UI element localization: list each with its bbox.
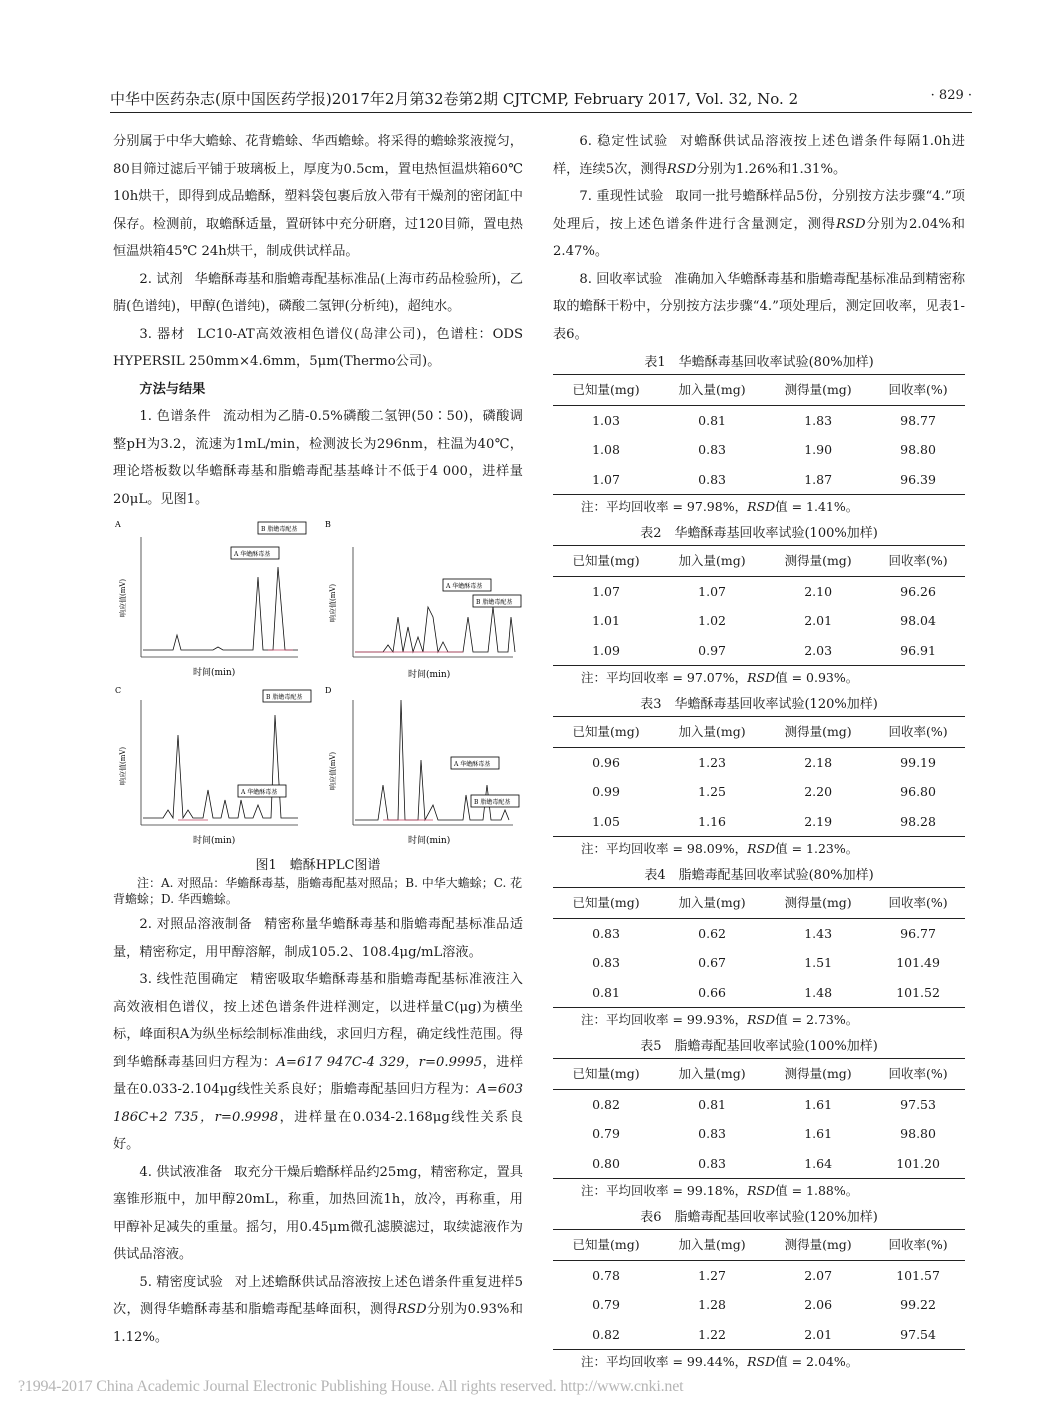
column-header: 已知量(mg) [553,546,659,577]
table-row [553,465,965,495]
table-cell: 1.09 [553,636,659,666]
paragraph-text: LC10-AT高效液相色谱仪(岛津公司)，色谱柱：ODS HYPERSIL 250mm×4.6mm，5μm(Thermo公司)。 [113,326,523,369]
column-header: 加入量(mg) [659,546,765,577]
rsd-label: RSD [747,1354,776,1369]
table-cell: 1.43 [804,925,833,941]
column-header: 回收率(%) [871,375,965,406]
regression-equation-2: A=603 186C+2 735，r=0.9998 [113,1082,523,1125]
table-row [553,576,965,606]
table-cell: 0.79 [592,1297,620,1312]
table-row [553,1260,965,1290]
note-text: 注：平均回收率 = 99.18%， [581,1183,748,1198]
table-cell: 0.81 [553,978,659,1008]
table-title: 表3 华蟾酥毒基回收率试验(120%加样) [640,697,878,712]
column-header: 已知量(mg) [553,717,659,748]
section-label: 2. 对照品溶液制备 [139,917,253,932]
column-header: 已知量(mg) [553,1230,659,1261]
table-note [553,666,965,690]
table-cell: 1.48 [765,978,871,1008]
section-label: 4. 供试液准备 [139,1164,223,1180]
recovery-table-5 [553,1036,965,1203]
note-text: 值 = 2.73%。 [775,1012,859,1027]
data-table [553,545,965,666]
section-label: 5. 精密度试验 [139,1274,223,1290]
paragraph-text: 取同一批号蟾酥样品5份，分别按方法步骤“4.”项处理后，按上述色谱条件进行含量测定，测得 [553,189,965,232]
table-cell: 1.28 [698,1297,726,1312]
table-cell: 101.57 [896,1267,940,1283]
table-cell: 0.83 [698,1126,726,1141]
table-cell: 1.08 [592,442,620,457]
column-header: 回收率(%) [871,546,965,577]
chromatogram-a-plot [113,517,313,682]
column-header: 测得量(mg) [765,717,871,748]
chromatogram-c-plot [113,685,313,850]
table-cell: 96.91 [871,636,965,666]
table-cell: 2.06 [804,1297,833,1312]
svg-text:B 脂蟾毒配基: B 脂蟾毒配基 [266,694,303,701]
table-cell: 1.61 [804,1126,833,1141]
table-cell: 0.83 [698,442,726,457]
data-table [553,1058,965,1179]
table-title: 表4 脂蟾毒配基回收率试验(80%加样) [644,868,874,883]
data-table [553,374,965,495]
table-title: 表6 脂蟾毒配基回收率试验(120%加样) [640,1210,878,1225]
note-text: 注：平均回收率 = 98.09%， [581,841,748,856]
table-row [553,1119,965,1149]
column-header: 加入量(mg) [659,717,765,748]
table-row [553,747,965,777]
page-number: · 829 · [930,88,972,103]
recovery-table-1 [553,352,965,519]
column-header: 测得量(mg) [765,1230,871,1261]
column-header: 测得量(mg) [765,1059,871,1090]
note-text: 值 = 0.93%。 [775,670,859,685]
table-cell: 99.19 [900,754,936,770]
section-label: 2. 试剂 [139,271,183,287]
table-cell: 2.07 [804,1267,833,1283]
figure-hplc [113,517,523,857]
table-cell: 2.20 [804,784,833,799]
column-header: 加入量(mg) [659,1059,765,1090]
table-cell: 96.80 [900,784,936,799]
paragraph-text: 分别为1.26%和1.31%。 [696,161,847,177]
table-row [553,1089,965,1119]
section-label: 6. 稳定性试验 [579,134,669,149]
paragraph-recovery [553,266,965,349]
table-row [553,435,965,465]
table-note [553,1350,965,1374]
table-row [553,636,965,666]
section-label: 8. 回收率试验 [579,271,663,287]
rsd-label: RSD [397,1302,427,1317]
table-cell: 1.51 [804,955,833,970]
table-note [553,837,965,861]
rsd-label: RSD [747,1183,776,1198]
table-cell: 0.96 [592,754,620,770]
table-cell: 97.53 [900,1096,936,1112]
table-cell: 0.97 [659,636,765,666]
table-row [553,1320,965,1350]
column-header: 回收率(%) [871,1230,965,1261]
table-cell: 2.19 [765,807,871,837]
paragraph-text: 分别为0.93%和1.12%。 [113,1302,523,1345]
note-text: 值 = 1.23%。 [775,841,859,856]
paragraph-text: 分别为2.04%和2.47%。 [553,216,965,259]
data-table [553,1229,965,1350]
paragraph-text: ，进样量在0.033-2.104μg线性关系良好；脂蟾毒配基回归方程为： [113,1054,524,1097]
table-cell: 1.64 [765,1149,871,1179]
svg-text:B 脂蟾毒配基: B 脂蟾毒配基 [474,799,511,806]
svg-text:响应值(mV): 响应值(mV) [329,583,337,622]
table-cell: 0.67 [698,955,726,970]
table-cell: 0.83 [659,1149,765,1179]
column-header: 已知量(mg) [553,888,659,919]
table-cell: 0.83 [592,955,620,970]
table-note [553,495,965,519]
table-cell: 0.78 [592,1267,620,1283]
table-cell: 0.80 [553,1149,659,1179]
table-cell: 2.01 [765,1320,871,1350]
table-title: 表5 脂蟾毒配基回收率试验(100%加样) [640,1039,878,1054]
chromatogram-panel-d [323,685,523,850]
note-text: 值 = 1.88%。 [775,1183,859,1198]
table-cell: 0.62 [698,925,726,941]
table-cell: 101.49 [896,955,940,970]
recovery-table-3 [553,694,965,861]
section-heading: 方法与结果 [139,381,206,397]
note-text: 注：平均回收率 = 97.98%， [581,499,748,514]
table-cell: 2.10 [804,583,833,599]
table-cell: 1.25 [698,784,726,799]
column-header: 已知量(mg) [553,1059,659,1090]
svg-text:A 华蟾酥毒基: A 华蟾酥毒基 [234,551,271,558]
note-text: 值 = 2.04%。 [775,1354,859,1369]
rsd-label: RSD [747,841,776,856]
table-cell: 0.82 [553,1320,659,1350]
table-cell: 1.05 [553,807,659,837]
table-row [553,1290,965,1320]
paragraph-text: 精密称量华蟾酥毒基和脂蟾毒配基标准品适量，精密称定，用甲醇溶解，制成105.2、108.4μg/mL溶液。 [113,917,524,960]
regression-equation-1: A=617 947C-4 329，r=0.9995 [276,1054,483,1070]
svg-text:B 脂蟾毒配基: B 脂蟾毒配基 [476,599,513,606]
paragraph-test-solution [113,1159,523,1269]
table-cell: 0.79 [592,1126,620,1141]
column-header: 回收率(%) [871,717,965,748]
table-row [553,807,965,837]
table-cell: 1.07 [592,583,620,599]
table-cell: 0.82 [592,1096,620,1112]
table-cell: 0.81 [698,1096,726,1112]
table-cell: 96.39 [871,465,965,495]
data-table [553,887,965,1008]
table-cell: 1.23 [698,754,726,770]
paragraph-equipment [113,321,523,376]
figure-caption: 图1 蟾酥HPLC图谱 [255,858,381,873]
paragraph-reagents [113,266,523,321]
rsd-label: RSD [747,1012,776,1027]
note-text: 注：平均回收率 = 99.93%， [581,1012,748,1027]
svg-text:响应值(mV): 响应值(mV) [329,751,337,790]
column-header: 已知量(mg) [553,375,659,406]
table-row [553,606,965,636]
table-cell: 1.83 [804,412,833,428]
rsd-label: RSD [747,670,776,685]
table-cell: 1.16 [659,807,765,837]
svg-text:B 脂蟾毒配基: B 脂蟾毒配基 [261,526,298,533]
column-header: 测得量(mg) [765,375,871,406]
table-cell: 1.90 [804,442,833,457]
table-row [553,1149,965,1179]
table-cell: 1.07 [698,583,726,599]
table-cell: 1.01 [592,613,620,628]
table-cell: 98.04 [900,613,936,628]
paragraph-stability [553,128,965,183]
table-cell: 96.26 [900,583,936,599]
recovery-table-6 [553,1207,965,1374]
svg-text:时间(min): 时间(min) [193,836,236,846]
column-header: 加入量(mg) [659,888,765,919]
table-row [553,948,965,978]
table-cell: 101.20 [871,1149,965,1179]
column-header: 加入量(mg) [659,375,765,406]
recovery-tables [553,352,965,1374]
paragraph-chromatography [113,403,523,513]
table-cell: 98.80 [900,1126,936,1141]
table-title: 表2 华蟾酥毒基回收率试验(100%加样) [640,526,878,541]
table-row [553,978,965,1008]
table-cell: 96.77 [900,925,936,941]
chromatogram-panel-b [323,517,523,682]
copyright-footer: ?1994-2017 China Academic Journal Electronic Publishing House. All rights reserved. http://www.cnki.net [18,1378,684,1395]
table-cell: 98.80 [900,442,936,457]
panel-letter: A [115,520,121,529]
paragraph-text: 流动相为乙腈-0.5%磷酸二氢钾(50∶50)，磷酸调整pH为3.2，流速为1mL/min，检测波长为296nm，柱温为40℃，理论塔板数以华蟾酥毒基和脂蟾毒配基基峰计不低于4 000，进样量20μL。见图1。 [113,409,523,507]
note-text: 值 = 1.41%。 [775,499,859,514]
table-cell: 1.27 [698,1267,726,1283]
svg-text:B: B [325,520,331,529]
svg-text:时间(min): 时间(min) [193,668,236,678]
chromatogram-d-plot [323,685,523,850]
rsd-label: RSD [836,216,866,232]
right-column [553,128,965,1374]
paragraph-text: 取充分干燥后蟾酥样品约25mg，精密称定，置具塞锥形瓶中，加甲醇20mL，称重，加热回流1h，放冷，再称重，用甲醇补足减失的重量。摇匀，用0.45μm微孔滤膜滤过，取续滤液作为供试品溶液。 [113,1164,523,1262]
svg-text:响应值(mV): 响应值(mV) [119,746,127,785]
svg-text:时间(min): 时间(min) [408,670,451,680]
journal-citation: 中华中医药杂志(原中国医药学报)2017年2月第32卷第2期 CJTCMP, February 2017, Vol. 32, No. 2 [110,90,799,108]
table-cell: 0.81 [698,412,726,428]
recovery-table-2 [553,523,965,690]
recovery-table-4 [553,865,965,1032]
chromatogram-b-plot [323,517,523,682]
table-cell: 101.52 [871,978,965,1008]
svg-text:D: D [325,686,332,695]
column-header: 测得量(mg) [765,888,871,919]
table-note [553,1179,965,1203]
paragraph-text: 精密吸取华蟾酥毒基和脂蟾毒配基标准液注入高效液相色谱仪，按上述色谱条件进样测定，以进样量C(μg)为横坐标，峰面积A为纵坐标绘制标准曲线，求回归方程，确定线性范围。得到华蟾酥毒基回归方程为： [113,972,523,1070]
paragraph-text: 对蟾酥供试品溶液按上述色谱条件每隔1.0h进样，连续5次，测得 [553,134,965,177]
table-cell: 2.01 [804,613,833,628]
table-cell: 1.22 [659,1320,765,1350]
data-table [553,716,965,837]
section-label: 7. 重现性试验 [579,189,664,204]
table-row [553,918,965,948]
paragraph-text: 准确加入华蟾酥毒基和脂蟾毒配基标准品到精密称取的蟾酥干粉中，分别按方法步骤“4.”项处理后，测定回收率，见表1-表6。 [553,271,966,342]
table-cell: 0.99 [592,784,620,799]
table-cell: 97.54 [871,1320,965,1350]
paragraph-text: 对上述蟾酥供试品溶液按上述色谱条件重复进样5次，测得华蟾酥毒基和脂蟾毒配基峰面积，测得 [113,1274,523,1317]
chromatogram-panel-a [113,517,313,682]
table-row [553,777,965,807]
table-note [553,1008,965,1032]
note-text: 注：平均回收率 = 99.44%， [581,1354,748,1369]
paragraph-reference-solution [113,911,523,966]
table-cell: 98.28 [871,807,965,837]
section-label: 1. 色谱条件 [139,409,212,424]
column-header: 测得量(mg) [765,546,871,577]
table-row [553,405,965,435]
chromatogram-panel-c [113,685,313,850]
table-cell: 2.03 [765,636,871,666]
rsd-label: RSD [747,499,776,514]
table-cell: 99.22 [900,1297,936,1312]
table-cell: 1.87 [765,465,871,495]
svg-text:A 华蟾酥毒基: A 华蟾酥毒基 [454,761,491,768]
table-title: 表1 华蟾酥毒基回收率试验(80%加样) [644,355,874,370]
paragraph-text: 华蟾酥毒基和脂蟾毒配基标准品(上海市药品检验所)，乙腈(色谱纯)，甲醇(色谱纯)，磷酸二氢钾(分析纯)，超纯水。 [113,271,523,314]
table-cell: 2.18 [804,754,833,770]
table-cell: 0.83 [659,465,765,495]
left-column [113,128,523,1351]
table-cell: 98.77 [900,412,936,428]
running-header [110,86,972,113]
note-text: 注：平均回收率 = 97.07%， [581,670,748,685]
svg-text:C: C [115,686,122,695]
rsd-label: RSD [666,161,697,177]
svg-text:A 华蟾酥毒基: A 华蟾酥毒基 [241,789,278,796]
table-cell: 1.07 [553,465,659,495]
paragraph-reproducibility [553,183,965,266]
svg-text:A 华蟾酥毒基: A 华蟾酥毒基 [446,583,483,590]
table-cell: 0.83 [592,925,620,941]
svg-text:时间(min): 时间(min) [408,836,451,846]
paragraph-linearity [113,966,523,1159]
svg-text:响应值(mV): 响应值(mV) [119,578,127,617]
column-header: 加入量(mg) [659,1230,765,1261]
paragraph-sample-prep: 分别属于中华大蟾蜍、花背蟾蜍、华西蟾蜍。将采得的蟾蜍浆液搅匀，80目筛过滤后平铺于玻璃板上，厚度为0.5cm，置电热恒温烘箱60℃ 10h烘干，即得到成品蟾酥，塑料袋包裹后放入带有干燥剂的密闭缸中保存。检测前，取蟾酥适量，置研钵中充分研磨，过120目筛，置电热恒温烘箱45℃ 24h烘干，制成供试样品。 [113,134,523,259]
section-label: 3. 器材 [139,326,186,342]
figure-note: 注：A. 对照品：华蟾酥毒基，脂蟾毒配基对照品；B. 中华大蟾蜍；C. 花背蟾蜍；D. 华西蟾蜍。 [113,876,523,906]
table-cell: 1.03 [592,412,620,428]
table-cell: 0.66 [659,978,765,1008]
table-cell: 1.02 [698,613,726,628]
section-label: 3. 线性范围确定 [139,972,239,987]
column-header: 回收率(%) [871,888,965,919]
column-header: 回收率(%) [871,1059,965,1090]
paragraph-precision [113,1269,523,1352]
table-cell: 1.61 [804,1096,833,1112]
paragraph-text: ，进样量在0.034-2.168μg线性关系良好。 [113,1109,523,1152]
